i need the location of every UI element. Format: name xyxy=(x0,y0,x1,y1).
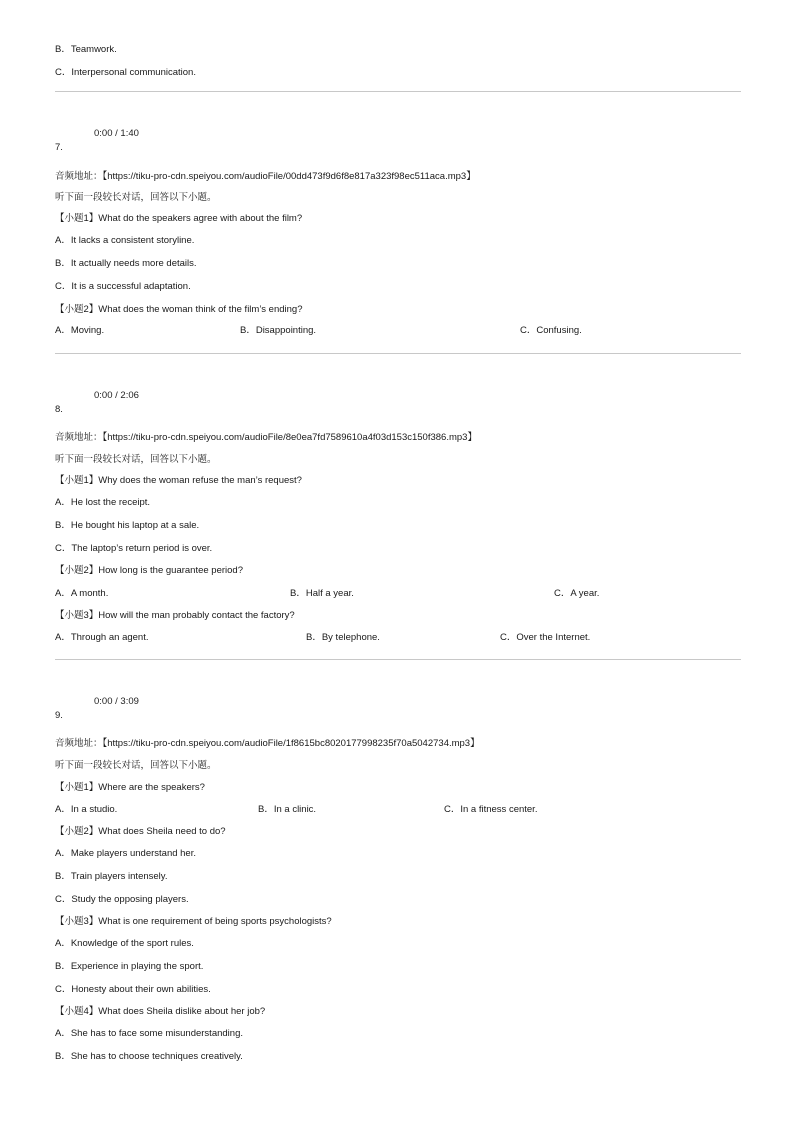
q9-number: 9. xyxy=(55,710,63,721)
q8-sub2-option-a: A．A month. xyxy=(55,588,109,599)
divider xyxy=(55,353,741,354)
q7-sub1-option-c: C．It is a successful adaptation. xyxy=(55,281,191,292)
q8-sub2-option-b: B．Half a year. xyxy=(290,588,354,599)
q9-sub1-option-c: C．In a fitness center. xyxy=(444,804,538,815)
q9-sub4-option-a: A．She has to face some misunderstanding. xyxy=(55,1028,243,1039)
q9-sub3-option-a: A．Knowledge of the sport rules. xyxy=(55,938,194,949)
q7-sub1-option-a: A．It lacks a consistent storyline. xyxy=(55,235,195,246)
q8-number: 8. xyxy=(55,404,63,415)
q8-sub1-option-a: A．He lost the receipt. xyxy=(55,497,151,508)
q7-audio-url: 音频地址：【https://tiku-pro-cdn.speiyou.com/audioFile/00dd473f9d6f8e817a323f98ec511aca.mp3】 xyxy=(55,171,476,182)
q9-audio-timer[interactable]: 0:00 / 3:09 xyxy=(94,696,139,707)
q7-sub2-question: 【小题2】What does the woman think of the film’s ending? xyxy=(55,304,303,315)
q9-sub3-option-c: C．Honesty about their own abilities. xyxy=(55,984,211,995)
q9-sub1-question: 【小题1】Where are the speakers? xyxy=(55,782,205,793)
q9-sub3-option-b: B．Experience in playing the sport. xyxy=(55,961,204,972)
q8-audio-timer[interactable]: 0:00 / 2:06 xyxy=(94,390,139,401)
q9-instruction: 听下面一段较长对话，回答以下小题。 xyxy=(55,760,217,771)
q8-sub3-option-b: B．By telephone. xyxy=(306,632,380,643)
q9-sub1-option-b: B．In a clinic. xyxy=(258,804,317,815)
q8-sub1-option-b: B．He bought his laptop at a sale. xyxy=(55,520,200,531)
q8-sub1-question: 【小题1】Why does the woman refuse the man’s request? xyxy=(55,475,302,486)
q8-sub3-question: 【小题3】How will the man probably contact the factory? xyxy=(55,610,295,621)
q8-sub2-option-c: C．A year. xyxy=(554,588,600,599)
q9-sub3-question: 【小题3】What is one requirement of being sports psychologists? xyxy=(55,916,332,927)
q8-sub2-question: 【小题2】How long is the guarantee period? xyxy=(55,565,243,576)
q9-sub2-option-c: C．Study the opposing players. xyxy=(55,894,189,905)
divider xyxy=(55,91,741,92)
q8-audio-url: 音频地址：【https://tiku-pro-cdn.speiyou.com/audioFile/8e0ea7fd7589610a4f03d153c150f386.mp3】 xyxy=(55,432,477,443)
q7-sub2-option-a: A．Moving. xyxy=(55,325,105,336)
q7-sub1-question: 【小题1】What do the speakers agree with about the film? xyxy=(55,213,303,224)
q8-instruction: 听下面一段较长对话，回答以下小题。 xyxy=(55,454,217,465)
q8-sub3-option-c: C．Over the Internet. xyxy=(500,632,591,643)
q7-sub2-option-b: B．Disappointing. xyxy=(240,325,317,336)
q6-option-c: C．Interpersonal communication. xyxy=(55,67,196,78)
q7-audio-timer[interactable]: 0:00 / 1:40 xyxy=(94,128,139,139)
q8-sub3-option-a: A．Through an agent. xyxy=(55,632,149,643)
q8-sub1-option-c: C．The laptop’s return period is over. xyxy=(55,543,213,554)
q9-sub1-option-a: A．In a studio. xyxy=(55,804,118,815)
q9-sub4-question: 【小题4】What does Sheila dislike about her job? xyxy=(55,1006,266,1017)
q9-sub2-option-a: A．Make players understand her. xyxy=(55,848,196,859)
q9-sub2-option-b: B．Train players intensely. xyxy=(55,871,168,882)
q7-number: 7. xyxy=(55,142,63,153)
q9-sub4-option-b: B．She has to choose techniques creatively. xyxy=(55,1051,243,1062)
q6-option-b: B．Teamwork. xyxy=(55,44,117,55)
q7-sub2-option-c: C．Confusing. xyxy=(520,325,582,336)
q9-sub2-question: 【小题2】What does Sheila need to do? xyxy=(55,826,226,837)
q7-sub1-option-b: B．It actually needs more details. xyxy=(55,258,197,269)
q7-instruction: 听下面一段较长对话，回答以下小题。 xyxy=(55,192,217,203)
divider xyxy=(55,659,741,660)
q9-audio-url: 音频地址：【https://tiku-pro-cdn.speiyou.com/audioFile/1f8615bc8020177998235f70a5042734.mp3】 xyxy=(55,738,480,749)
